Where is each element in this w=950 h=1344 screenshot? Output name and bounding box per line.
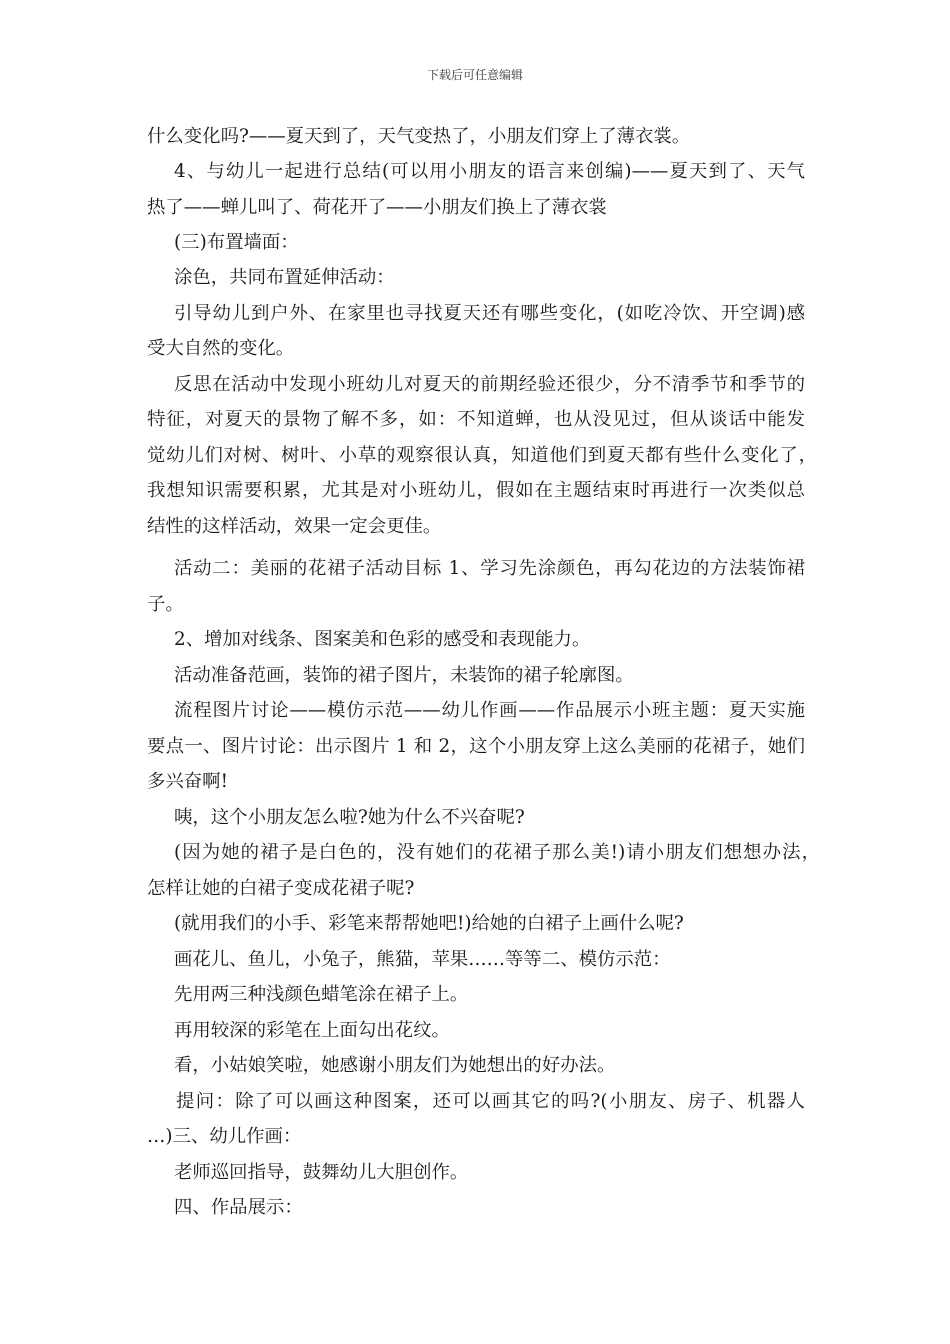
text-line: 四、作品展示： [174,1197,303,1218]
text-line: 结性的这样活动，效果一定会更佳。 [147,516,442,537]
text-line: 什么变化吗?——夏天到了，天气变热了，小朋友们穿上了薄衣裳。 [147,126,691,147]
text-line: 多兴奋啊! [147,771,228,792]
text-line: 子。 [147,594,184,615]
text-line: 流程图片讨论——模仿示范——幼儿作画——作品展示小班主题：夏天实施 [174,700,805,721]
text-line: 要点一、图片讨论：出示图片 1 和 2，这个小朋友穿上这么美丽的花裙子，她们 [147,736,805,757]
page-header: 下载后可任意编辑 [426,68,523,82]
text-line: 特征，对夏天的景物了解不多，如：不知道蝉，也从没见过，但从谈话中能发 [147,409,805,430]
text-line: 看，小姑娘笑啦，她感谢小朋友们为她想出的好办法。 [174,1055,616,1076]
text-line: 活动二：美丽的花裙子活动目标 1、学习先涂颜色，再勾花边的方法装饰裙 [174,558,805,579]
text-line: (因为她的裙子是白色的，没有她们的花裙子那么美!)请小朋友们想想办法， [174,842,820,863]
text-line: 活动准备范画，装饰的裙子图片，未装饰的裙子轮廓图。 [174,665,634,686]
text-line: 4、与幼儿一起进行总结(可以用小朋友的语言来创编)——夏天到了、天气 [174,161,805,182]
text-line: 热了——蝉儿叫了、荷花开了——小朋友们换上了薄衣裳 [147,197,607,218]
text-line: …)三、幼儿作画： [147,1126,302,1147]
text-line: 先用两三种浅颜色蜡笔涂在裙子上。 [174,984,469,1005]
text-line: (三)布置墙面： [174,232,299,253]
text-line: 提问：除了可以画这种图案，还可以画其它的吗?(小朋友、房子、机器人 [176,1091,805,1112]
text-line: 再用较深的彩笔在上面勾出花纹。 [174,1020,450,1041]
text-line: 老师巡回指导，鼓舞幼儿大胆创作。 [174,1162,469,1183]
text-line: 觉幼儿们对树、树叶、小草的观察很认真，知道他们到夏天都有些什么变化了， [147,445,817,466]
text-line: 2、增加对线条、图案美和色彩的感受和表现能力。 [174,629,591,650]
text-line: 怎样让她的白裙子变成花裙子呢? [147,878,415,899]
text-line: 画花儿、鱼儿，小兔子，熊猫，苹果……等等二、模仿示范： [174,949,671,970]
text-line: 我想知识需要积累，尤其是对小班幼儿，假如在主题结束时再进行一次类似总 [147,480,805,501]
text-line: 引导幼儿到户外、在家里也寻找夏天还有哪些变化，(如吃冷饮、开空调)感 [174,303,805,324]
text-line: 涂色，共同布置延伸活动： [174,267,395,288]
text-line: (就用我们的小手、彩笔来帮帮她吧!)给她的白裙子上画什么呢? [174,913,684,934]
text-line: 受大自然的变化。 [147,338,295,359]
text-line: 反思在活动中发现小班幼儿对夏天的前期经验还很少，分不清季节和季节的 [174,374,805,395]
text-line: 咦，这个小朋友怎么啦?她为什么不兴奋呢? [174,807,525,828]
